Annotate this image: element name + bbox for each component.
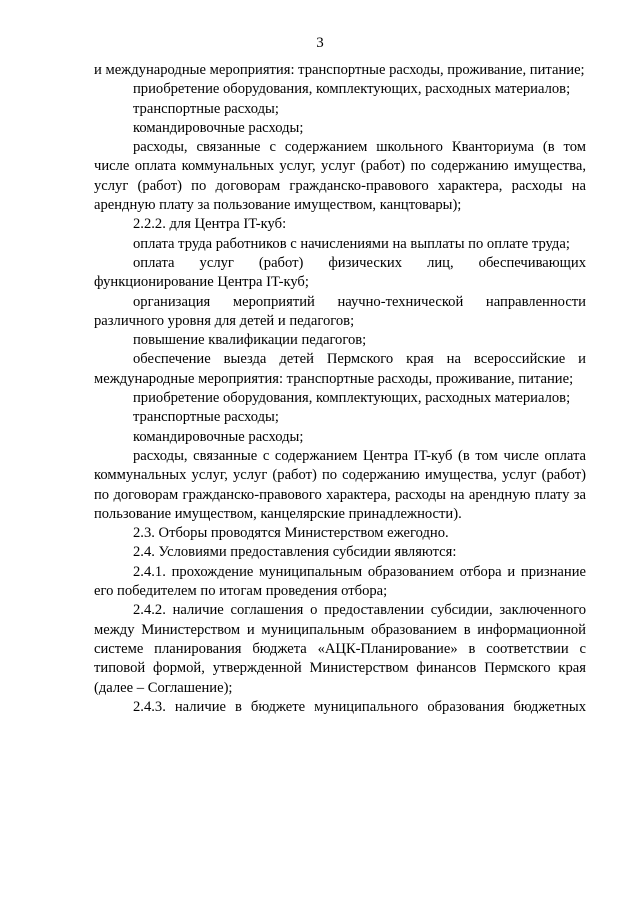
- paragraph-it-cube-maintenance: расходы, связанные с содержанием Центра IT-куб (в том числе оплата коммунальных услуг, услуг (работ) по содержанию имущества, услуг (работ) по договорам гражданско-правового характера, расходы на арендную плату за пользование имуществом, канцелярские принадлежности).: [94, 447, 586, 522]
- paragraph-equipment-purchase: приобретение оборудования, комплектующих, расходных материалов;: [133, 81, 571, 98]
- paragraph-travel-expenses: командировочные расходы;: [133, 119, 304, 136]
- section-heading-it-cube: 2.2.2. для Центра IT-куб:: [133, 216, 287, 233]
- paragraph-international-events-continued: и международные мероприятия: транспортные расходы, проживание, питание;: [94, 62, 585, 78]
- paragraph-kvantorium-maintenance: расходы, связанные с содержанием школьного Кванториума (в том числе оплата коммунальных услуг, услуг (работ) по содержанию имущества, услуг (работ) по договорам гражданско-правового характера, расходы на арендную плату за пользование имуществом, канцтовары);: [94, 139, 586, 214]
- paragraph-condition-budget: 2.4.3. наличие в бюджете муниципального образования бюджетных: [133, 698, 586, 715]
- paragraph-travel-expenses-it-cube: командировочные расходы;: [133, 428, 304, 445]
- paragraph-condition-selection: 2.4.1. прохождение муниципальным образованием отбора и признание его победителем по итогам проведения отбора;: [94, 563, 586, 600]
- paragraph-children-trips: обеспечение выезда детей Пермского края на всероссийские и международные мероприятия: транспортные расходы, проживание, питание;: [94, 351, 586, 387]
- page-number: 3: [316, 35, 324, 51]
- paragraph-staff-salary: оплата труда работников с начислениями на выплаты по оплате труда;: [133, 235, 570, 252]
- paragraph-condition-agreement: 2.4.2. наличие соглашения о предоставлении субсидии, заключенного между Министерством и муниципальным образованием в информационной системе планирования бюджета «АЦК-Планирование» в соответствии с типовой формой, утвержденной Министерством финансов Пермского края (далее – Соглашение);: [94, 602, 586, 696]
- paragraph-transport-expenses-it-cube: транспортные расходы;: [133, 409, 279, 426]
- paragraph-transport-expenses: транспортные расходы;: [133, 100, 279, 117]
- paragraph-equipment-purchase-it-cube: приобретение оборудования, комплектующих, расходных материалов;: [133, 390, 571, 407]
- paragraph-teacher-training: повышение квалификации педагогов;: [133, 332, 367, 349]
- paragraph-selection-annual: 2.3. Отборы проводятся Министерством ежегодно.: [133, 525, 449, 542]
- paragraph-science-events: организация мероприятий научно-технической направленности различного уровня для детей и педагогов;: [94, 293, 586, 329]
- paragraph-individual-services: оплата услуг (работ) физических лиц, обеспечивающих функционирование Центра IT-куб;: [94, 254, 586, 291]
- document-body: [94, 61, 586, 717]
- paragraph-subsidy-conditions: 2.4. Условиями предоставления субсидии являются:: [133, 544, 457, 561]
